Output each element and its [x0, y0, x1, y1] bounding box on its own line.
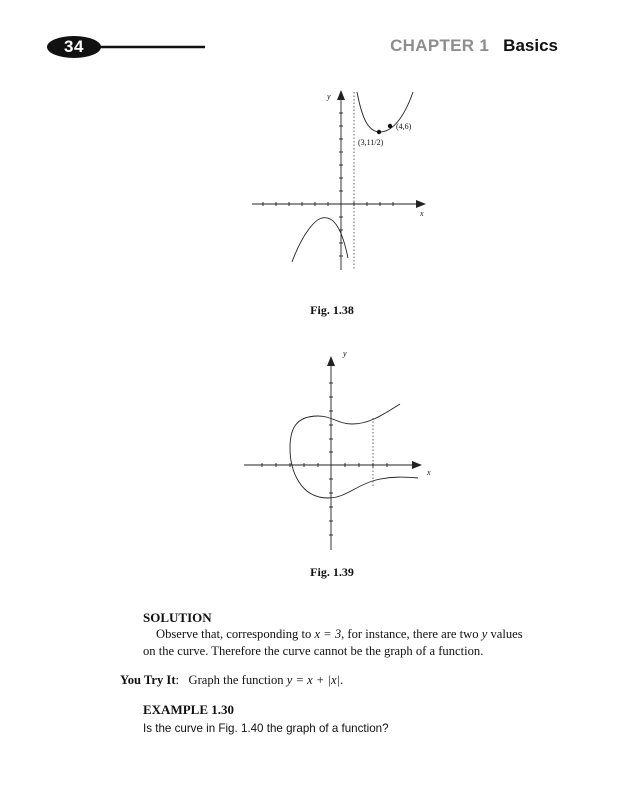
fig138-point-a [388, 124, 392, 128]
fig139-x-label: x [427, 468, 431, 477]
solution-line1-math: x = 3 [314, 627, 342, 641]
example-question: Is the curve in Fig. 1.40 the graph of a function? [143, 722, 389, 735]
you-try-it-math: y = x + |x| [286, 673, 341, 687]
solution-heading: SOLUTION [143, 610, 212, 625]
you-try-it-text: Graph the function [188, 673, 287, 687]
fig138-x-arrow [416, 200, 426, 208]
solution-line-1 [143, 626, 563, 643]
solution-line1-mid: , for instance, there are two [341, 627, 482, 641]
page-number: 34 [64, 37, 84, 56]
solution-line1-var: y [481, 627, 488, 641]
fig138-caption: Fig. 1.38 [310, 303, 354, 317]
chapter-title: Basics [503, 36, 558, 55]
fig138-y-label: y [327, 92, 331, 101]
solution-line1-pre: Observe that, corresponding to [156, 627, 315, 641]
solution-paragraph [143, 626, 563, 660]
fig139-x-arrow [412, 461, 422, 469]
fig139-y-label: y [343, 349, 347, 358]
figure-1-38 [0, 0, 620, 300]
fig138-x-label: x [420, 209, 424, 218]
figure-1-39 [0, 330, 620, 570]
fig139-caption: Fig. 1.39 [310, 565, 354, 579]
solution-line-2: on the curve. Therefore the curve cannot be the graph of a function. [143, 644, 484, 658]
you-try-it-label: You Try It [120, 673, 176, 687]
fig138-point-a-label: (4,6) [396, 122, 412, 131]
fig138-point-b [377, 130, 381, 134]
fig138-left-branch [292, 218, 348, 262]
fig139-y-arrow [327, 356, 335, 366]
example-heading: EXAMPLE 1.30 [143, 702, 234, 717]
fig139-curve [290, 404, 418, 498]
fig138-point-b-label: (3,11/2) [358, 138, 384, 147]
fig138-y-arrow [337, 90, 345, 100]
chapter-label: CHAPTER 1 [390, 36, 490, 55]
you-try-it-colon: : [175, 673, 189, 687]
solution-line1-post: values [487, 627, 523, 641]
you-try-it [120, 672, 343, 689]
you-try-it-end: . [340, 673, 344, 687]
